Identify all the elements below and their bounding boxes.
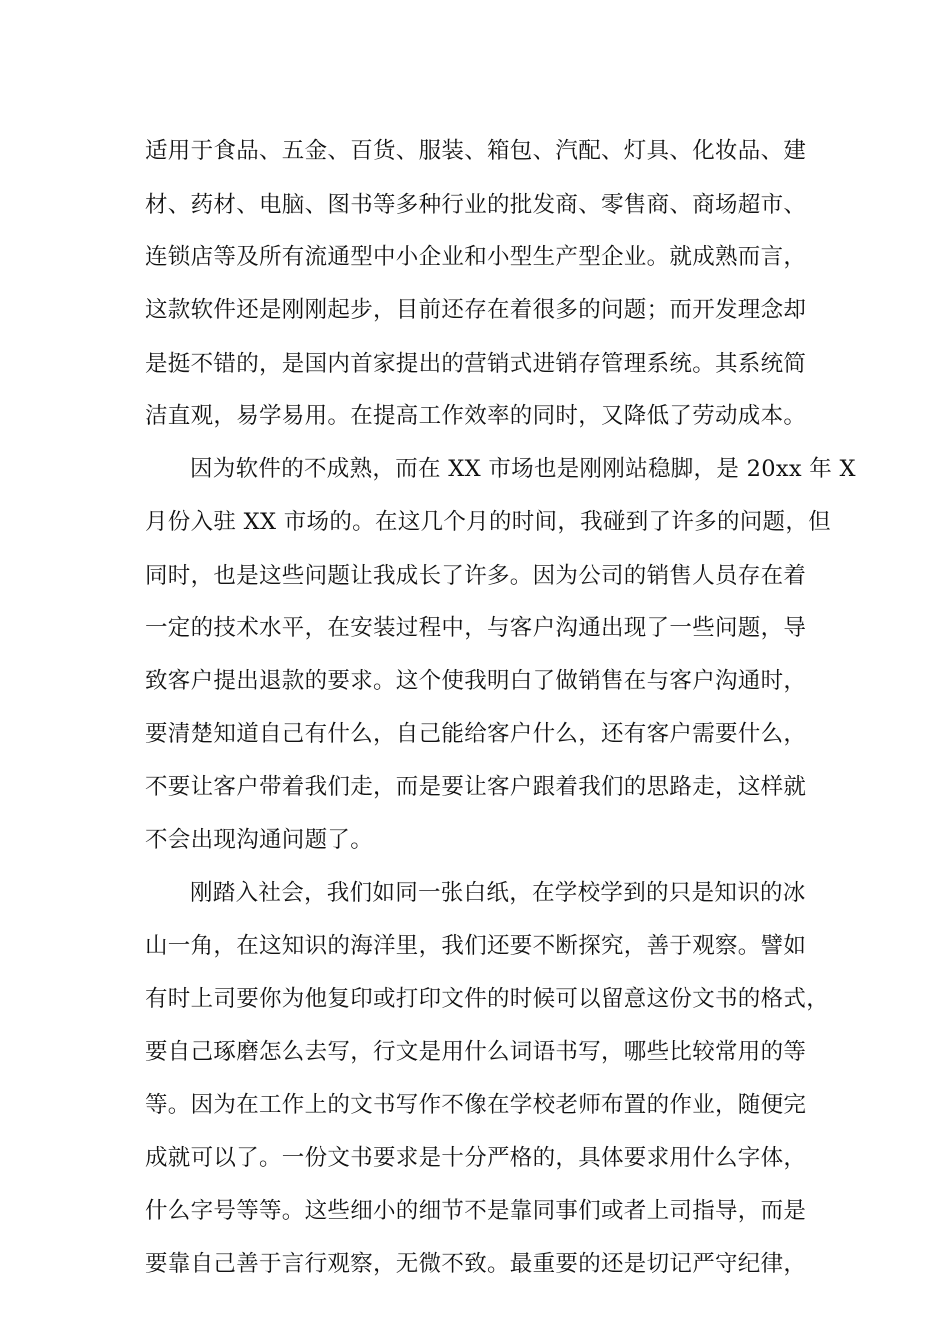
text-line: 月份入驻 XX 市场的。在这几个月的时间，我碰到了许多的问题，但	[145, 509, 831, 535]
text-line: 要清楚知道自己有什么，自己能给客户什么，还有客户需要什么，	[145, 721, 807, 747]
text-line: 山一角，在这知识的海洋里，我们还要不断探究，善于观察。譬如	[145, 933, 807, 959]
text-line: 不要让客户带着我们走，而是要让客户跟着我们的思路走，这样就	[145, 774, 807, 800]
text-line: 因为软件的不成熟，而在 XX 市场也是刚刚站稳脚，是 20xx 年 X	[190, 456, 856, 482]
text-line: 同时，也是这些问题让我成长了许多。因为公司的销售人员存在着	[145, 563, 807, 589]
text-line: 适用于食品、五金、百货、服装、箱包、汽配、灯具、化妆品、建	[145, 138, 807, 164]
text-line: 要自己琢磨怎么去写，行文是用什么词语书写，哪些比较常用的等	[145, 1039, 807, 1065]
text-line: 等。因为在工作上的文书写作不像在学校老师布置的作业，随便完	[145, 1092, 807, 1118]
text-line: 刚踏入社会，我们如同一张白纸，在学校学到的只是知识的冰	[190, 880, 806, 906]
text-line: 洁直观，易学易用。在提高工作效率的同时，又降低了劳动成本。	[145, 403, 807, 429]
text-line: 要靠自己善于言行观察，无微不致。最重要的还是切记严守纪律，	[145, 1251, 807, 1277]
text-line: 一定的技术水平，在安装过程中，与客户沟通出现了一些问题，导	[145, 615, 807, 641]
text-line: 连锁店等及所有流通型中小企业和小型生产型企业。就成熟而言，	[145, 244, 807, 270]
text-line: 什么字号等等。这些细小的细节不是靠同事们或者上司指导，而是	[145, 1198, 807, 1224]
text-line: 成就可以了。一份文书要求是十分严格的，具体要求用什么字体，	[145, 1145, 807, 1171]
text-line: 有时上司要你为他复印或打印文件的时候可以留意这份文书的格式，	[145, 986, 830, 1012]
text-line: 这款软件还是刚刚起步，目前还存在着很多的问题；而开发理念却	[145, 297, 807, 323]
text-line: 不会出现沟通问题了。	[145, 827, 374, 853]
text-line: 是挺不错的，是国内首家提出的营销式进销存管理系统。其系统简	[145, 351, 807, 377]
text-line: 材、药材、电脑、图书等多种行业的批发商、零售商、商场超市、	[145, 192, 807, 218]
text-line: 致客户提出退款的要求。这个使我明白了做销售在与客户沟通时，	[145, 668, 807, 694]
